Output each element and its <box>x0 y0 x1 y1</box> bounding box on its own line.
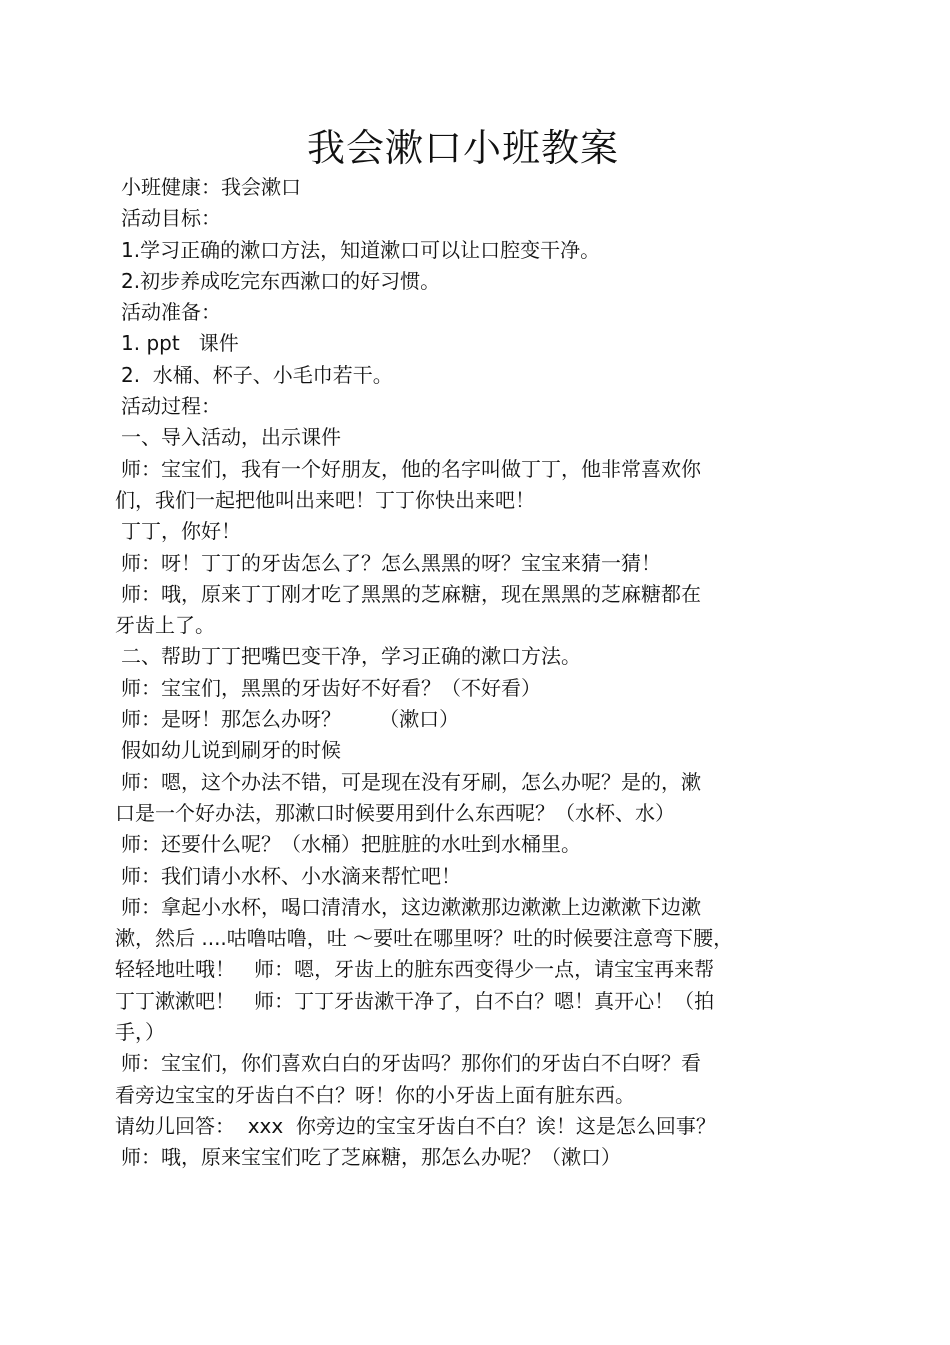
text-line: 牙齿上了。 <box>115 613 215 638</box>
text-line: 二、帮助丁丁把嘴巴变干净，学习正确的漱口方法。 <box>121 644 581 669</box>
text-line: 师：哦，原来宝宝们吃了芝麻糖，那怎么办呢？（漱口） <box>121 1145 621 1170</box>
text-line: 师：还要什么呢？（水桶）把脏脏的水吐到水桶里。 <box>121 832 581 857</box>
text-line: 一、导入活动，出示课件 <box>121 425 341 450</box>
text-line: 口是一个好办法，那漱口时候要用到什么东西呢？（水杯、水） <box>115 800 675 825</box>
document-body <box>115 172 805 1174</box>
text-line: 1.学习正确的漱口方法，知道漱口可以让口腔变干净。 <box>121 237 601 262</box>
text-line: 师：是呀！那怎么办呀？ （漱口） <box>121 707 460 732</box>
text-line: 师：宝宝们，黑黑的牙齿好不好看？（不好看） <box>121 675 541 700</box>
text-line: 看旁边宝宝的牙齿白不白？呀！你的小牙齿上面有脏东西。 <box>115 1082 635 1107</box>
text-line: 手，） <box>115 1020 165 1045</box>
text-line: 1. ppt 课件 <box>121 331 239 356</box>
text-line: 轻轻地吐哦！ 师：嗯，牙齿上的脏东西变得少一点，请宝宝再来帮 <box>115 957 715 982</box>
text-line: 师：宝宝们，我有一个好朋友，他的名字叫做丁丁，他非常喜欢你 <box>121 456 701 481</box>
text-line: 漱，然后 ....咕噜咕噜，吐 ～要吐在哪里呀？吐的时候要注意弯下腰， <box>115 926 734 951</box>
text-line: 师：拿起小水杯，喝口清清水，这边漱漱那边漱漱上边漱漱下边漱 <box>121 894 701 919</box>
text-line: 们，我们一起把他叫出来吧！丁丁你快出来吧！ <box>115 487 535 512</box>
text-line: 活动过程： <box>121 394 221 419</box>
text-line: 师：我们请小水杯、小水滴来帮忙吧！ <box>121 863 461 888</box>
text-line: 师：嗯，这个办法不错，可是现在没有牙刷，怎么办呢？是的，漱 <box>121 769 701 794</box>
text-line: 丁丁漱漱吧！ 师：丁丁牙齿漱干净了，白不白？嗯！真开心！（拍 <box>115 988 715 1013</box>
text-line: 丁丁，你好！ <box>121 519 241 544</box>
text-line: 请幼儿回答： xxx 你旁边的宝宝牙齿白不白？诶！这是怎么回事？ <box>115 1113 716 1138</box>
text-line: 师：呀！丁丁的牙齿怎么了？怎么黑黑的呀？宝宝来猜一猜！ <box>121 550 661 575</box>
text-line: 小班健康：我会漱口 <box>121 175 301 199</box>
page-title: 我会漱口小班教案 <box>306 126 619 170</box>
text-line: 师：哦，原来丁丁刚才吃了黑黑的芝麻糖，现在黑黑的芝麻糖都在 <box>121 581 701 606</box>
text-line: 2. 水桶、杯子、小毛巾若干。 <box>121 362 393 387</box>
text-line: 活动目标： <box>121 206 221 231</box>
text-line: 2.初步养成吃完东西漱口的好习惯。 <box>121 268 441 293</box>
text-line: 师：宝宝们，你们喜欢白白的牙齿吗？那你们的牙齿白不白呀？看 <box>121 1051 701 1076</box>
text-line: 活动准备： <box>121 300 221 325</box>
text-line: 假如幼儿说到刷牙的时候 <box>121 738 341 763</box>
